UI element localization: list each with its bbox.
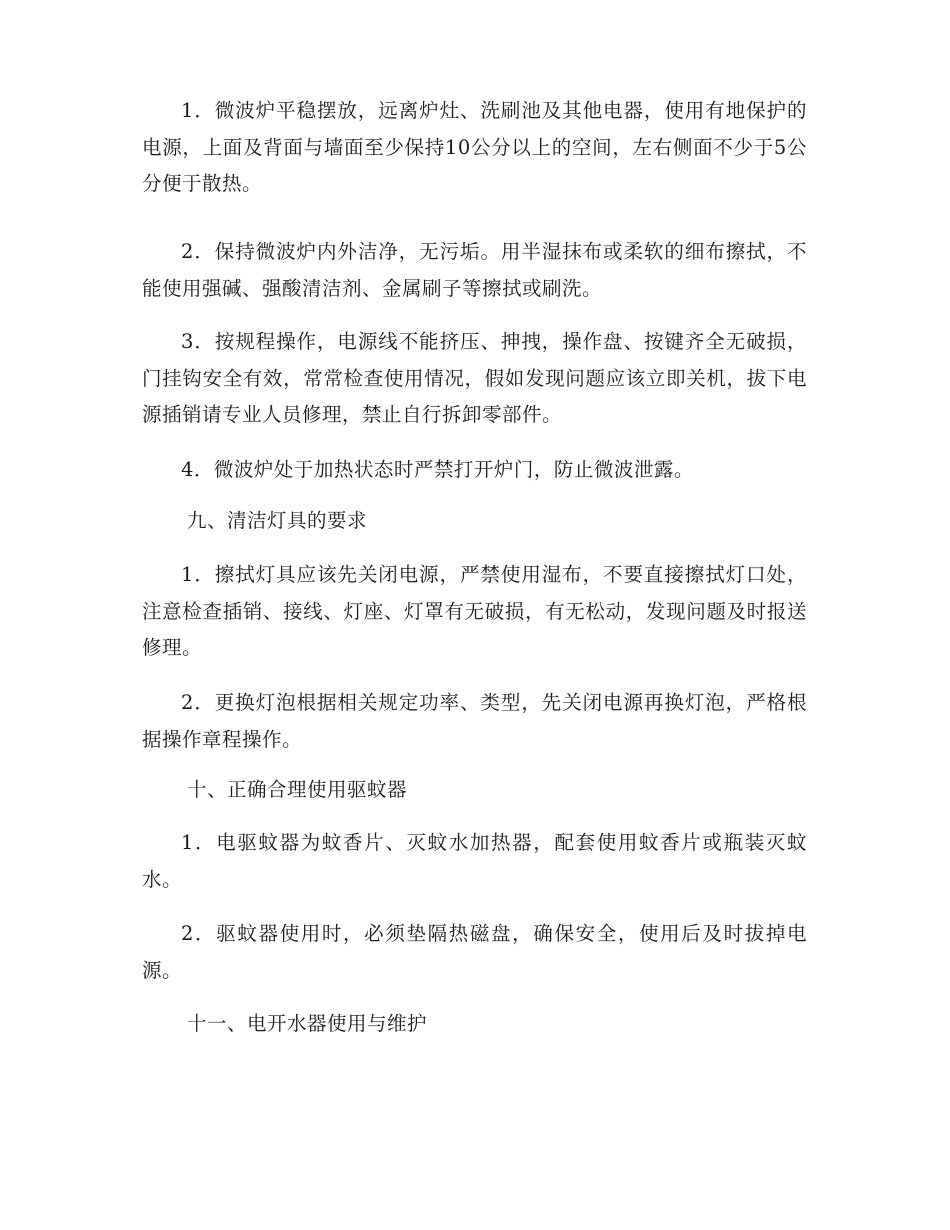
section-heading-mosquito: 十、正确合理使用驱蚊器 (187, 778, 408, 801)
paragraph-mosquito-1: 1．电驱蚊器为蚊香片、灭蚊水加热器，配套使用蚊香片或瓶装灭蚊水。 (142, 831, 807, 891)
paragraph-microwave-1: 1．微波炉平稳摆放，远离炉灶、洗刷池及其他电器，使用有地保护的电源，上面及背面与墙面至少保持10公分以上的空间，左右侧面不少于5公分便于散热。 (142, 99, 807, 195)
paragraph-microwave-3: 3．按规程操作，电源线不能挤压、抻拽，操作盘、按键齐全无破损，门挂钩安全有效，常常检查使用情况，假如发现问题应该立即关机，拔下电源插销请专业人员修理，禁止自行拆卸零部件。 (142, 330, 807, 426)
paragraph-microwave-4: 4．微波炉处于加热状态时严禁打开炉门，防止微波泄露。 (181, 458, 694, 481)
section-heading-water-boiler: 十一、电开水器使用与维护 (187, 1012, 428, 1035)
paragraph-lamps-1: 1．擦拭灯具应该先关闭电源，严禁使用湿布，不要直接擦拭灯口处，注意检查插销、接线、灯座、灯罩有无破损，有无松动，发现问题及时报送修理。 (142, 563, 807, 659)
section-heading-lamps: 九、清洁灯具的要求 (187, 509, 368, 532)
paragraph-microwave-2: 2．保持微波炉内外洁净，无污垢。用半湿抹布或柔软的细布擦拭，不能使用强碱、强酸清洁剂、金属刷子等擦拭或刷洗。 (142, 240, 807, 300)
paragraph-mosquito-2: 2．驱蚊器使用时，必须垫隔热磁盘，确保安全，使用后及时拔掉电源。 (142, 922, 807, 982)
paragraph-lamps-2: 2．更换灯泡根据相关规定功率、类型，先关闭电源再换灯泡，严格根据操作章程操作。 (142, 691, 807, 751)
